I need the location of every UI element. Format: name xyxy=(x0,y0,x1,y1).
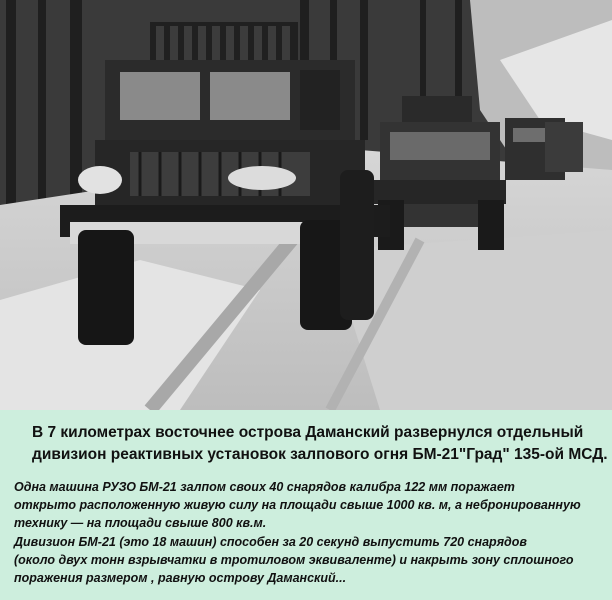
headline-line: В 7 километрах восточнее острова Даманский развернулся отдельный xyxy=(32,424,584,441)
body-line: Одна машина РУЗО БМ-21 залпом своих 40 снарядов калибра 122 мм поражает xyxy=(14,480,515,494)
headline-line: дивизион реактивных установок залпового огня БМ-21"Град" 135-ой МСД. xyxy=(32,446,608,463)
caption-headline xyxy=(32,422,608,466)
body-line: технику — на площади свыше 800 кв.м. xyxy=(14,516,267,531)
distant-truck xyxy=(505,118,583,180)
body-line: Дивизион БМ-21 (это 18 машин) способен за 20 секунд выпустить 720 снарядов xyxy=(14,534,527,549)
body-line: открыто расположенную живую силу на площади свыше 1000 кв. м, а небронированную xyxy=(14,498,581,513)
body-line: (около двух тонн взрывчатки в тротиловом эквиваленте) и накрыть зону сплошного xyxy=(14,552,574,567)
caption-panel xyxy=(0,410,612,600)
caption-body xyxy=(14,478,604,587)
body-line: поражения размером , равную острову Даманский... xyxy=(14,571,347,586)
